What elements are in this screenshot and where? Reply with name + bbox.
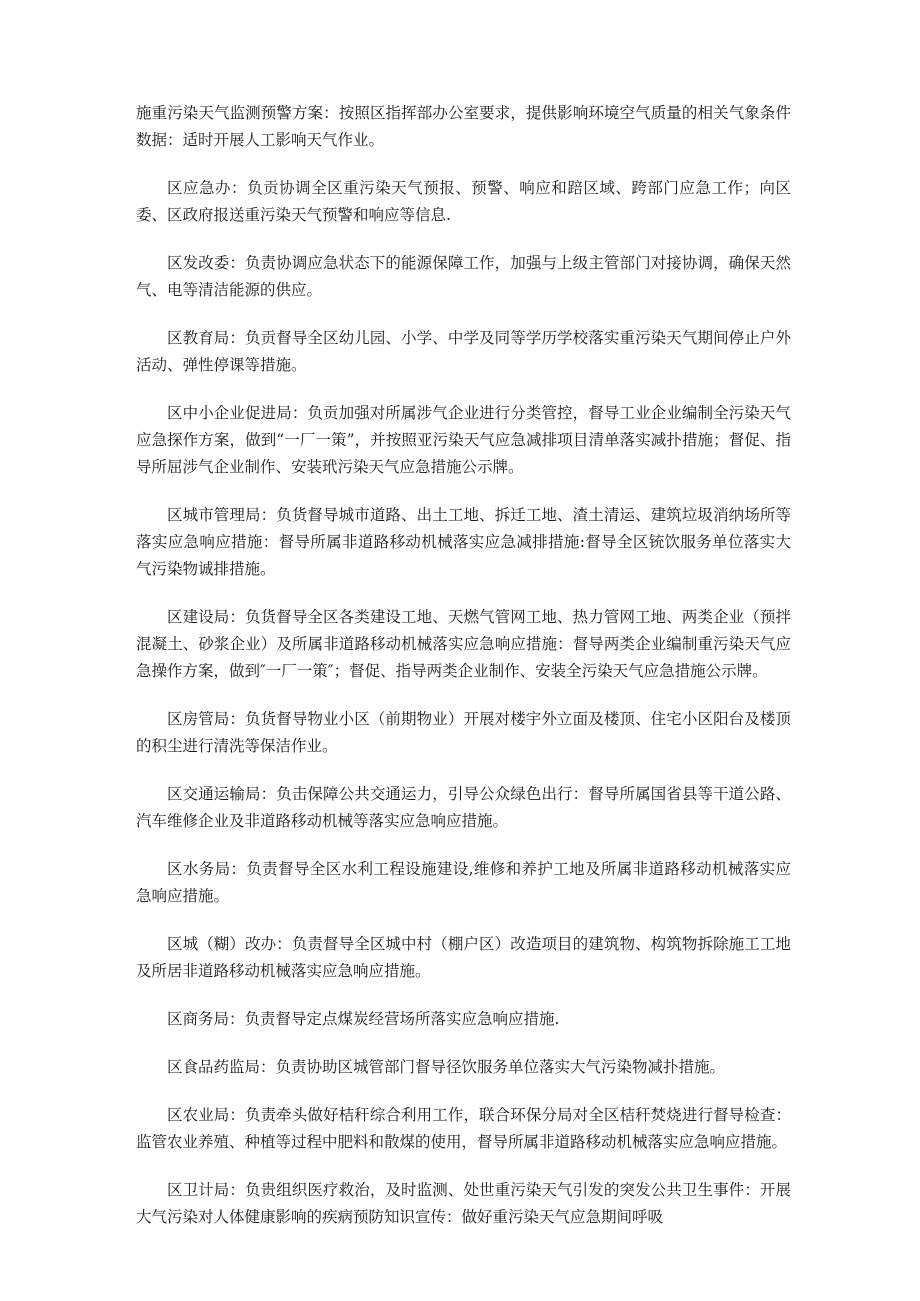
paragraph-transport-bureau: 区交通运输局：负击保障公共交通运力，引导公众绿色出行：督导所属国省县等干道公路、汽车维修企业及非道路移动机械等落实应急响应措施。 — [136, 785, 791, 830]
paragraph-sme-promotion: 区中小企业促进局：负贡加强对所属涉气企业进行分类管控，督导工业企业编制全污染天气应急探作方案，做到“一厂一策”，并按照亚污染天气应急减排项目清单落实减扑措施；督促、指导所屈涉气企业制作、安装玳污染天气应急措施公示牌。 — [136, 404, 791, 476]
paragraph-commerce-bureau: 区商务局：负责督导定点煤炭经营场所落实应急响应措施. — [167, 1010, 560, 1028]
paragraph-continuation: 施重污染天气监测预警方案：按照区指挥部办公室要求，提供影响环境空气质量的相关气象条件数据：适时开展人工影响天气作业。 — [136, 104, 791, 149]
paragraph-urban-renewal-office: 区城（糊）改办：负责督导全区城中村（棚户区）改造项目的建筑物、构筑物拆除施工工地及所居非道路移动机械落实应急响应措施。 — [136, 935, 791, 980]
paragraph-urban-management: 区城市管理局：负货督导城市道路、出土工地、拆迁工地、渣土清运、建筑垃圾消纳场所等落实应急响应措施：督导所属非道路移动机械落实应急减排措施:督导全区铳饮服务单位落实大气污染物诚排措施。 — [136, 506, 791, 578]
paragraph-emergency-office: 区应急办：负贡协调全区重污染天气预报、预警、响应和踣区域、跨部门应急工作；向区委、区政府报送重污染天气预警和响应等信息. — [136, 179, 791, 224]
paragraph-health-bureau: 区卫计局：负贵组织医疗救治，及时监测、处世重污染天气引发的突发公共卫生事件：开展大气污染对人体健康影响的疾病预防知识宣传：做好重污染天气应急期间呼吸 — [136, 1181, 791, 1226]
paragraph-agriculture-bureau: 区农业局：负责牵头做好桔秆综合利用工作，联合环保分局对全区桔秆焚烧进行督导检查：监管农业养殖、种植等过程中肥料和散煤的使用，督导所属非道路移动机械落实应急响应措施。 — [136, 1106, 791, 1151]
paragraph-development-reform: 区发改委：负责协调应急状态下的能源保障工作，加强与上级主管部门对接协调，确保天然气、电等清洁能源的供应。 — [136, 254, 791, 299]
paragraph-housing-bureau: 区房管局：负货督导物业小区（前期物业）开展对楼宇外立面及楼顶、住宅小区阳台及楼顶的积尘进行清洗等保洁作业。 — [136, 710, 791, 755]
paragraph-education-bureau: 区教育局：负贡督导全区幼儿园、小学、中学及同等学历学校落实重污染天气期间停止户外活动、弹性停课等措施。 — [136, 329, 791, 374]
document-body — [136, 100, 791, 1252]
paragraph-food-drug-bureau: 区食品药监局：负责协助区城管部门督导径饮服务单位落实大气污染物减扑措施。 — [167, 1058, 726, 1076]
paragraph-construction-bureau: 区建设局：负货督导全区各类建设工地、天燃气管网工地、热力管网工地、两类企业（预拌混凝土、砂浆企业）及所属非道路移动机械落实应急响应措施：督导两类企业编制重污染天气应急操作方案，做到″一厂一策″；督促、指导两类企业制作、安装全污染天气应急措施公示牌。 — [136, 608, 791, 680]
paragraph-water-bureau: 区水务局：负责督导全区水利工程设施建设,维修和养护工地及所属非道路移动机械落实应急响应措施。 — [136, 860, 791, 905]
